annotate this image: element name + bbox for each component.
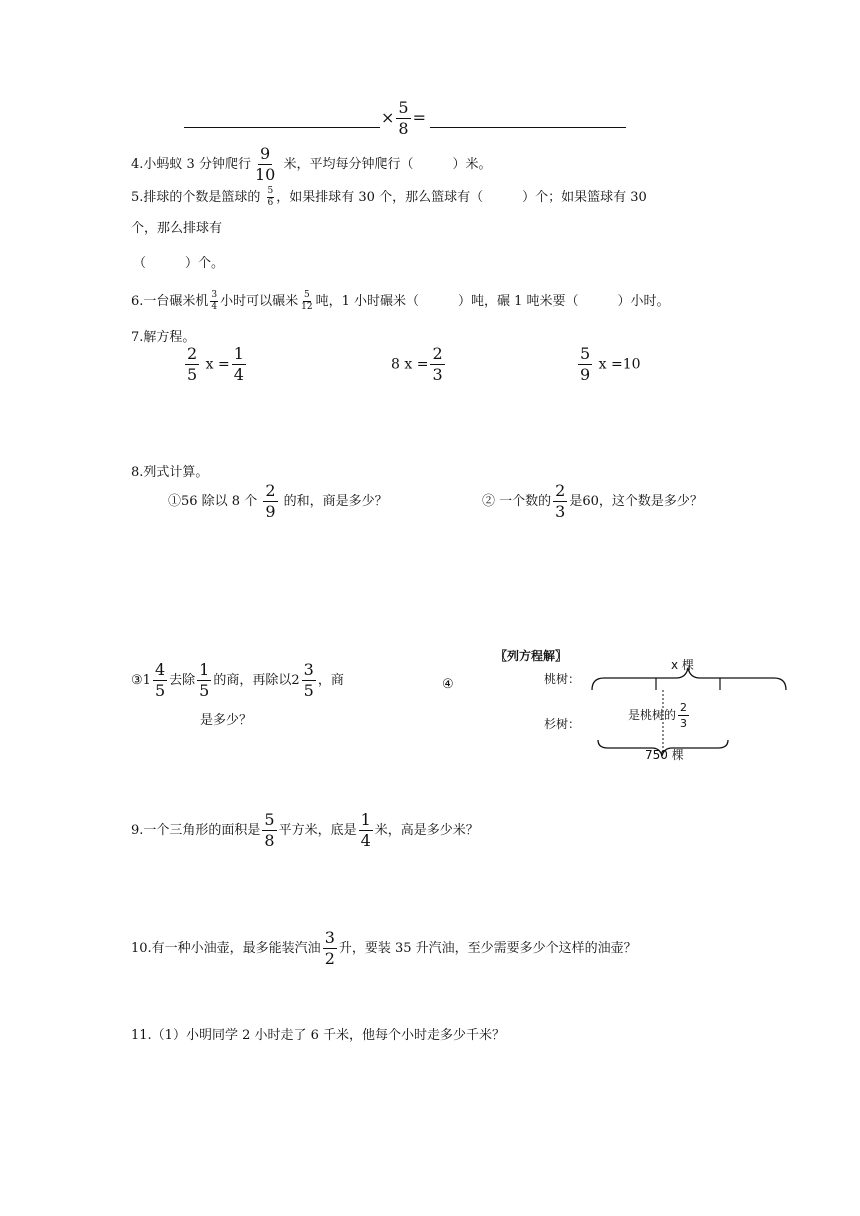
fraction: $\frac{1}{4}$ (233, 344, 244, 384)
blank-line-right (430, 127, 626, 128)
question-8-title: 8.列式计算。 (131, 465, 209, 480)
equation-text: x =10 (594, 356, 641, 373)
question-4 (131, 146, 491, 183)
question-text: 的商，再除以 (213, 673, 292, 688)
question-5-line3: （ ）个。 (133, 256, 225, 271)
circle-number-4: ④ (442, 677, 454, 692)
question-10 (131, 930, 637, 967)
mixed-whole: 1 (142, 673, 151, 688)
fraction: $\frac{5}{8}$ (398, 98, 409, 138)
question-text: 小时可以碾米 (220, 294, 299, 309)
question-11: 11.（1）小明同学 2 小时走了 6 千米，他每个小时走多少千米？ (131, 1028, 506, 1043)
question-8-part-3-line2: 是多少？ (200, 713, 253, 728)
question-5-line2: 个，那么排球有 (131, 221, 223, 236)
question-6 (131, 290, 670, 312)
question-text: ，商 (317, 673, 344, 688)
question-text: 吨，1 小时碾米（ ）吨，碾 1 吨米要（ ）小时。 (315, 294, 670, 309)
question-text: 平方米，底是 (278, 823, 357, 838)
fraction: $\frac{1}{4}$ (360, 810, 371, 850)
question-text: 6.一台碾米机 (131, 294, 209, 309)
fraction: $\frac{5}{12}$ (301, 290, 313, 312)
equation-2 (391, 346, 447, 383)
count-label: 750 棵 (645, 748, 684, 762)
fraction: $\frac{5}{6}$ (267, 186, 274, 208)
question-text: 去除 (169, 673, 196, 688)
question-text: 4.小蚂蚁 3 分钟爬行 (131, 157, 251, 172)
fraction: $\frac{2}{3}$ (555, 481, 566, 521)
fraction: $\frac{3}{2}$ (324, 928, 335, 968)
bracket-title: 〖列方程解〗 (495, 649, 568, 663)
question-text: ② 一个数的 (482, 494, 552, 509)
fraction: $\frac{4}{5}$ (154, 660, 166, 700)
mixed-whole: 2 (291, 673, 300, 688)
peach-label: 桃树： (544, 672, 581, 686)
question-text: 是60，这个数是多少？ (569, 494, 703, 509)
question-text: 米，高是多少米？ (374, 823, 479, 838)
fraction: $\frac{2}{3}$ (680, 701, 688, 730)
fraction: $\frac{2}{3}$ (432, 344, 443, 384)
circle-number-3: ③ (131, 673, 143, 688)
question-text: 9.一个三角形的面积是 (131, 823, 261, 838)
question-text: 升，要装 35 升汽油，至少需要多少个这样的油壶？ (338, 941, 637, 956)
fraction: $\frac{2}{9}$ (265, 481, 276, 521)
question-5 (131, 186, 647, 208)
question-9 (131, 812, 479, 849)
fraction: $\frac{9}{10}$ (254, 144, 276, 184)
x-label: x 棵 (671, 658, 694, 672)
question-text: ①56 除以 8 个 (168, 494, 262, 509)
fir-label: 杉树： (544, 717, 581, 731)
fraction-label (628, 702, 691, 729)
fraction: $\frac{3}{5}$ (303, 660, 314, 700)
equation-text: 8 x = (391, 356, 429, 373)
question-8-part-1 (168, 483, 388, 520)
question-text: 10.有一种小油壶，最多能装汽油 (131, 941, 321, 956)
fraction: $\frac{2}{5}$ (187, 344, 198, 384)
question-text: 5.排球的个数是篮球的 (131, 190, 265, 205)
top-expression (381, 100, 426, 137)
question-8-part-3 (131, 662, 344, 699)
blank-line-left (184, 127, 380, 128)
equation-text: x = (201, 356, 230, 373)
question-text: 的和，商是多少？ (279, 494, 388, 509)
fraction: $\frac{5}{9}$ (580, 344, 591, 384)
question-8-part-2 (482, 483, 703, 520)
fraction: $\frac{3}{4}$ (211, 290, 218, 312)
fraction-text: 是桃树的 (628, 708, 677, 722)
equation-1 (183, 346, 248, 383)
question-text: 米，平均每分钟爬行（ ）米。 (279, 157, 492, 172)
times-sign: × (381, 108, 395, 127)
question-text: ，如果排球有 30 个，那么篮球有（ ）个；如果篮球有 30 (276, 190, 647, 205)
fraction: $\frac{1}{5}$ (199, 660, 210, 700)
fraction: $\frac{5}{8}$ (264, 810, 275, 850)
question-7-title: 7.解方程。 (131, 330, 196, 345)
equals-sign: = (412, 108, 426, 127)
equation-3 (576, 346, 641, 383)
